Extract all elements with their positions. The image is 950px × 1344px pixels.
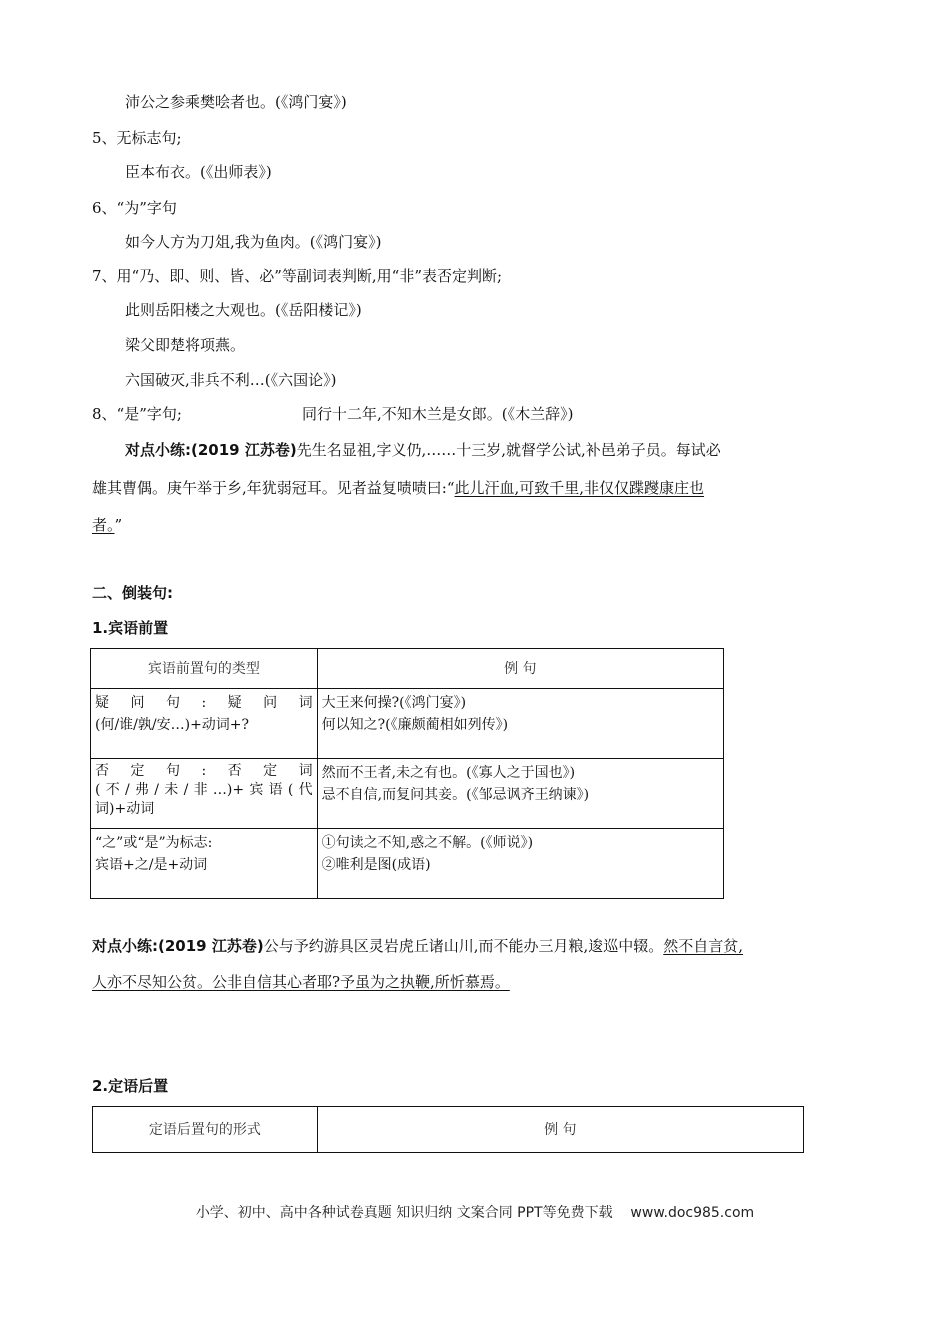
section-heading-inversion: 二、倒装句: <box>92 584 173 602</box>
item-8-example: 同行十二年,不知木兰是女郎。(《木兰辞》) <box>302 405 574 423</box>
practice-1-underlined-2: 者。 <box>92 516 115 534</box>
footer-text: 小学、初中、高中各种试卷真题 知识归纳 文案合同 PPT等免费下载 <box>195 1205 613 1221</box>
row-type-line: 否定句:否定词 <box>95 763 313 779</box>
row-type-line: 宾语+之/是+动词 <box>95 857 208 873</box>
row-type-cell <box>91 689 318 759</box>
row-type-cell <box>91 829 318 899</box>
header-example: 例 句 <box>317 1107 803 1153</box>
row-example-cell <box>317 829 723 899</box>
row-type-line: (不/弗/未/非…)+宾语(代 <box>95 782 313 798</box>
item-7-example-2: 梁父即楚将项燕。 <box>125 336 246 354</box>
object-preposing-table <box>90 648 724 899</box>
item-6-label: 6、“为”字句 <box>92 199 177 217</box>
practice-2-line-2 <box>92 972 510 992</box>
row-type-line: (何/谁/孰/安…)+动词+? <box>95 717 250 733</box>
practice-1-text-1: 先生名显祖,字义仍,……十三岁,就督学公试,补邑弟子员。每试必 <box>296 441 721 459</box>
row-example-line: 大王来何操?(《鸿门宴》) <box>321 695 467 711</box>
item-5-label: 5、无标志句; <box>92 129 182 147</box>
practice-1-underlined-1: 此儿汗血,可致千里,非仅仅蹀躞康庄也 <box>454 479 705 497</box>
table-row <box>91 829 724 899</box>
table-row <box>91 759 724 829</box>
row-example-cell <box>317 759 723 829</box>
row-example-cell <box>317 689 723 759</box>
subheading-object-preposing: 1.宾语前置 <box>92 619 169 637</box>
practice-1-label: 对点小练:(2019 江苏卷) <box>125 441 297 459</box>
header-form: 定语后置句的形式 <box>93 1107 318 1153</box>
practice-2-underlined-1: 然不自言贫, <box>663 937 744 955</box>
row-type-line: 疑问句:疑问词 <box>95 695 313 711</box>
practice-2-text-1a: 公与予约游具区灵岩虎丘诸山川,而不能办三月粮,逡巡中辍。 <box>263 937 664 955</box>
footer-site: www.doc985.com <box>630 1205 755 1221</box>
row-example-line: 然而不王者,未之有也。(《寡人之于国也》) <box>321 765 576 781</box>
row-example-line: ①句读之不知,惑之不解。(《师说》) <box>321 835 534 851</box>
header-example: 例 句 <box>317 649 723 689</box>
practice-2-label: 对点小练:(2019 江苏卷) <box>92 937 264 955</box>
row-example-line: ②唯利是图(成语) <box>321 857 431 873</box>
page-footer <box>0 1202 950 1222</box>
practice-2-line-1 <box>92 936 743 956</box>
practice-1-line-1 <box>125 440 721 460</box>
header-type: 宾语前置句的类型 <box>91 649 318 689</box>
row-type-line: 词)+动词 <box>95 801 155 817</box>
item-7-example-3: 六国破灭,非兵不利…(《六国论》) <box>125 371 337 389</box>
item-7-example-1: 此则岳阳楼之大观也。(《岳阳楼记》) <box>125 301 362 319</box>
item-5-example: 臣本布衣。(《出师表》) <box>125 163 272 181</box>
table-header-row <box>93 1107 804 1153</box>
row-type-line: “之”或“是”为标志: <box>95 835 213 851</box>
table-header-row <box>91 649 724 689</box>
example-line: 沛公之参乘樊哙者也。(《鸿门宴》) <box>125 93 347 111</box>
practice-1-line-2 <box>92 478 704 498</box>
practice-2-underlined-2: 人亦不尽知公贫。公非自信其心者耶?予虽为之执鞭,所忻慕焉。 <box>92 973 510 991</box>
row-type-cell <box>91 759 318 829</box>
practice-1-text-3b: ” <box>114 516 123 534</box>
row-example-line: 何以知之?(《廉颇蔺相如列传》) <box>321 717 509 733</box>
item-7-label: 7、用“乃、即、则、皆、必”等副词表判断,用“非”表否定判断; <box>92 267 503 285</box>
row-example-line: 忌不自信,而复问其妾。(《邹忌讽齐王纳谏》) <box>321 787 590 803</box>
item-6-example: 如今人方为刀俎,我为鱼肉。(《鸿门宴》) <box>125 233 382 251</box>
practice-1-text-2a: 雄其曹偶。庚午举于乡,年犹弱冠耳。见者益复啧啧曰:“ <box>92 479 455 497</box>
subheading-attributive-postposing: 2.定语后置 <box>92 1077 169 1095</box>
attributive-postposing-table <box>92 1106 804 1153</box>
table-row <box>91 689 724 759</box>
item-8-label: 8、“是”字句; <box>92 405 182 423</box>
practice-1-line-3 <box>92 515 122 535</box>
